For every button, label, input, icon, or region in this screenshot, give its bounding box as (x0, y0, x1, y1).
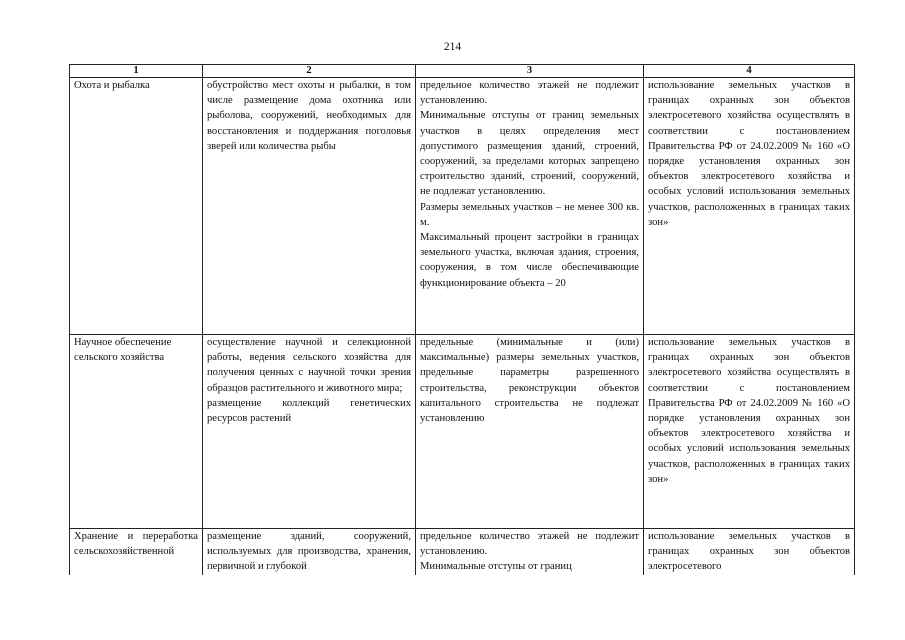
land-use-regulations-table (69, 64, 855, 575)
land-use-description-cell (203, 529, 416, 575)
table-header-row (70, 65, 855, 78)
cell-text: размещение коллекций генетических ресурсов растений (207, 397, 411, 425)
cell-text: Научное обеспечение сельского хозяйства (74, 337, 172, 364)
construction-parameters-cell (416, 529, 644, 575)
cell-text: предельное количество этажей не подлежит установлению. (420, 80, 639, 107)
land-use-type-cell (70, 335, 203, 529)
cell-text: Охота и рыбалка (74, 80, 150, 91)
restrictions-cell (644, 335, 855, 529)
cell-text: Размеры земельных участков – не менее 300 кв. м. (420, 201, 639, 228)
cell-text: размещение зданий, сооружений, используемых для производства, хранения, первичной и глубокой (207, 531, 411, 573)
cell-text: Минимальные отступы от границ земельных участков в целях определения мест допустимого размещения зданий, строений, сооружений, за пределами которых запрещено строительство зданий, строений, сооружений, не подлежат установлению. (420, 110, 639, 198)
land-use-description-cell (203, 78, 416, 335)
cell-text: предельное количество этажей не подлежит установлению. (420, 531, 639, 558)
cell-text: использование земельных участков в границах охранных зон объектов электросетевого (648, 531, 850, 573)
cell-text: обустройство мест охоты и рыбалки, в том числе размещение дома охотника или рыболова, сооружений, необходимых для восстановления и поддержания поголовья зверей или количества рыбы (207, 80, 411, 152)
table-row (70, 335, 855, 529)
cell-text: Максимальный процент застройки в границах земельного участка, включая здания, строения, сооружения, в том числе обеспечивающие функционирование объекта – 20 (420, 232, 639, 289)
column-header: 4 (644, 65, 855, 78)
cell-text: использование земельных участков в границах охранных зон объектов электросетевого хозяйства осуществлять в соответствии с постановлением Правительства РФ от 24.02.2009 № 160 «О порядке установления охранных зон объектов электросетевого хозяйства и особых условий использования земельных участков, расположенных в границах таких зон» (648, 80, 850, 228)
land-use-type-cell (70, 78, 203, 335)
cell-text: осуществление научной и селекционной работы, ведения сельского хозяйства для получения ценных с научной точки зрения образцов растительного и животного мира; (207, 337, 411, 394)
page-number: 214 (443, 41, 462, 53)
restrictions-cell (644, 78, 855, 335)
land-use-type-cell (70, 529, 203, 575)
cell-text: Хранение и переработка сельскохозяйственной (74, 531, 198, 558)
column-header: 2 (203, 65, 416, 78)
cell-text: предельные (минимальные и (или) максимальные) размеры земельных участков, предельные параметры разрешенного строительства, реконструкции объектов капитального строительства не подлежат установлению (420, 337, 639, 425)
table-row (70, 78, 855, 335)
restrictions-cell (644, 529, 855, 575)
cell-text: использование земельных участков в границах охранных зон объектов электросетевого хозяйства осуществлять в соответствии с постановлением Правительства РФ от 24.02.2009 № 160 «О порядке установления охранных зон объектов электросетевого хозяйства и особых условий использования земельных участков, расположенных в границах таких зон» (648, 337, 850, 485)
construction-parameters-cell (416, 335, 644, 529)
column-header: 1 (70, 65, 203, 78)
cell-text: Минимальные отступы от границ (420, 561, 572, 573)
table-row (70, 529, 855, 575)
land-use-description-cell (203, 335, 416, 529)
column-header: 3 (416, 65, 644, 78)
construction-parameters-cell (416, 78, 644, 335)
